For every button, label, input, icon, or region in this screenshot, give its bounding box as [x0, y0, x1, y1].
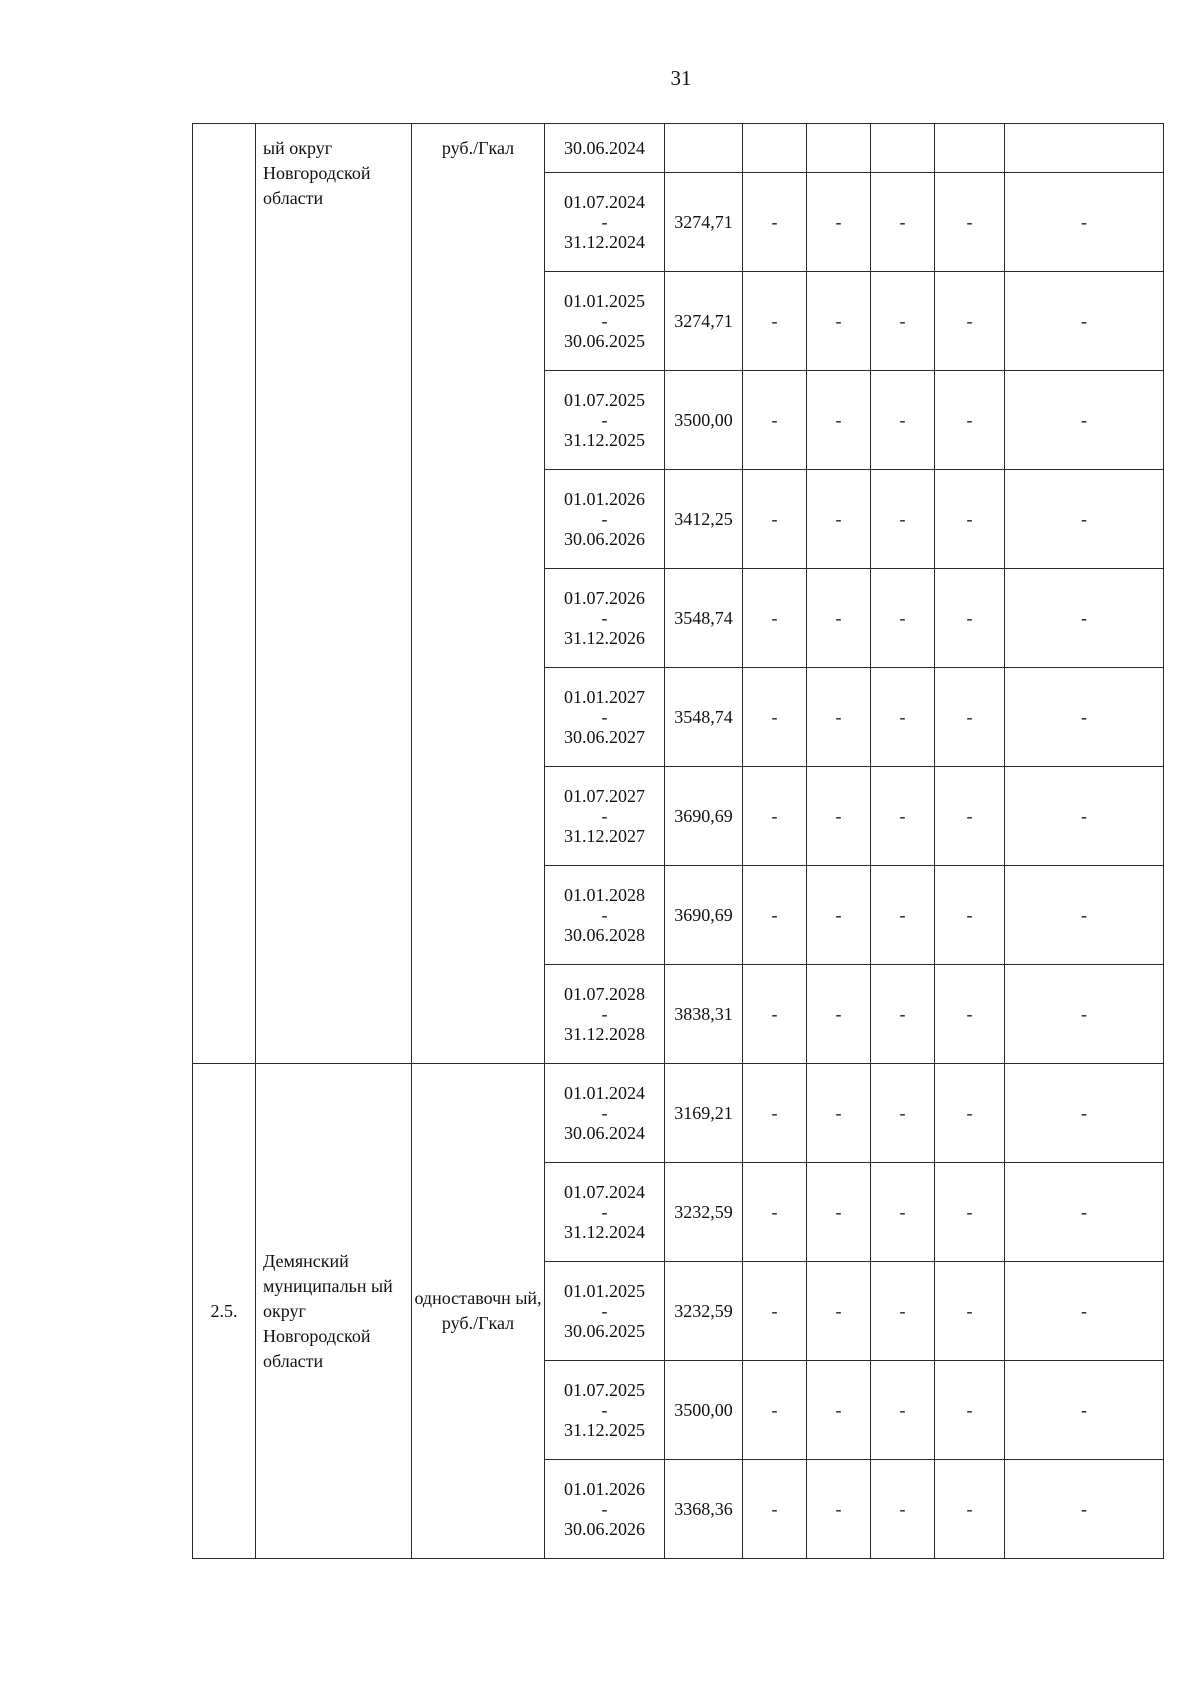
period-end: 30.06.2025: [564, 331, 645, 351]
empty-cell: [807, 124, 871, 173]
tariff-value: 3690,69: [665, 767, 743, 866]
period-separator: -: [601, 311, 608, 331]
dash-cell: -: [743, 668, 807, 767]
dash-cell: -: [1005, 470, 1164, 569]
period-end: 30.06.2028: [564, 925, 645, 945]
dash-cell: -: [935, 668, 1005, 767]
dash-cell: -: [1005, 965, 1164, 1064]
period-end: 30.06.2026: [564, 529, 645, 549]
dash-cell: -: [807, 371, 871, 470]
territory-name: ый округ Новгородской области: [263, 138, 371, 208]
dash-cell: -: [743, 371, 807, 470]
empty-cell: [1005, 124, 1164, 173]
period-end: 31.12.2025: [564, 1420, 645, 1440]
tariff-value: 3548,74: [665, 569, 743, 668]
dash-cell: -: [1005, 668, 1164, 767]
dash-cell: -: [743, 866, 807, 965]
period-start: 01.01.2028: [564, 885, 645, 905]
tariff-value: 3838,31: [665, 965, 743, 1064]
territory-name: Демянский муниципальн ый округ Новгородской области: [263, 1250, 393, 1371]
dash-cell: -: [807, 173, 871, 272]
dash-cell: -: [871, 767, 935, 866]
period-cell: [545, 124, 665, 173]
period-separator: -: [601, 1004, 608, 1024]
period-separator: -: [601, 905, 608, 925]
dash-cell: -: [743, 1262, 807, 1361]
dash-cell: -: [807, 272, 871, 371]
dash-cell: -: [935, 866, 1005, 965]
period-end: 30.06.2026: [564, 1519, 645, 1539]
period-start: 01.07.2024: [564, 192, 645, 212]
unit-label: одноставочн ый, руб./Гкал: [414, 1288, 542, 1333]
period-start: 01.01.2024: [564, 1083, 645, 1103]
dash-cell: -: [743, 173, 807, 272]
dash-cell: -: [1005, 173, 1164, 272]
period-separator: -: [601, 1499, 608, 1519]
period-separator: -: [601, 212, 608, 232]
period-start: 01.07.2027: [564, 786, 645, 806]
period-separator: -: [601, 806, 608, 826]
period-start: 01.07.2024: [564, 1182, 645, 1202]
dash-cell: -: [743, 1361, 807, 1460]
territory-cell: [256, 124, 412, 1064]
period-cell: [545, 767, 665, 866]
dash-cell: -: [871, 569, 935, 668]
tariff-value: 3169,21: [665, 1064, 743, 1163]
dash-cell: -: [935, 470, 1005, 569]
empty-cell: [935, 124, 1005, 173]
unit-label: руб./Гкал: [441, 138, 515, 158]
dash-cell: -: [743, 767, 807, 866]
tariff-table-body: [193, 124, 1164, 1559]
dash-cell: -: [871, 1361, 935, 1460]
tariff-value: 3368,36: [665, 1460, 743, 1559]
dash-cell: -: [871, 866, 935, 965]
dash-cell: -: [871, 173, 935, 272]
dash-cell: -: [807, 1460, 871, 1559]
empty-cell: [871, 124, 935, 173]
period-end: 30.06.2027: [564, 727, 645, 747]
period-end: 31.12.2024: [564, 232, 645, 252]
dash-cell: -: [807, 569, 871, 668]
dash-cell: -: [1005, 1163, 1164, 1262]
territory-cell: [256, 1064, 412, 1559]
dash-cell: -: [1005, 272, 1164, 371]
table-row: [193, 1064, 1164, 1163]
period-start: 01.01.2025: [564, 291, 645, 311]
period-end: 30.06.2025: [564, 1321, 645, 1341]
period-separator: -: [601, 1301, 608, 1321]
dash-cell: -: [871, 1064, 935, 1163]
dash-cell: -: [1005, 866, 1164, 965]
period-end: 31.12.2028: [564, 1024, 645, 1044]
tariff-value: 3232,59: [665, 1163, 743, 1262]
period-cell: [545, 1064, 665, 1163]
period-cell: [545, 470, 665, 569]
period-end: 30.06.2024: [564, 1123, 645, 1143]
dash-cell: -: [743, 1163, 807, 1262]
period-start: 01.01.2026: [564, 489, 645, 509]
unit-cell: [412, 124, 545, 1064]
dash-cell: -: [935, 272, 1005, 371]
dash-cell: -: [935, 173, 1005, 272]
dash-cell: -: [807, 1064, 871, 1163]
dash-cell: -: [807, 767, 871, 866]
period-start: 01.07.2025: [564, 390, 645, 410]
dash-cell: -: [743, 470, 807, 569]
period-cell: [545, 569, 665, 668]
period-start: 01.07.2028: [564, 984, 645, 1004]
period-end: 31.12.2025: [564, 430, 645, 450]
tariff-value: 3690,69: [665, 866, 743, 965]
dash-cell: -: [807, 1262, 871, 1361]
period-end: 31.12.2026: [564, 628, 645, 648]
period-separator: -: [601, 410, 608, 430]
period-end: 31.12.2024: [564, 1222, 645, 1242]
dash-cell: -: [743, 1460, 807, 1559]
tariff-value: 3500,00: [665, 1361, 743, 1460]
dash-cell: -: [935, 371, 1005, 470]
dash-cell: -: [743, 965, 807, 1064]
dash-cell: -: [1005, 1460, 1164, 1559]
tariff-value: 3274,71: [665, 173, 743, 272]
dash-cell: -: [871, 1262, 935, 1361]
tariff-table: [192, 123, 1164, 1559]
period-start: 01.01.2025: [564, 1281, 645, 1301]
period-cell: [545, 1163, 665, 1262]
empty-cell: [743, 124, 807, 173]
dash-cell: -: [1005, 1262, 1164, 1361]
period-separator: -: [601, 509, 608, 529]
period-separator: -: [601, 707, 608, 727]
dash-cell: -: [743, 569, 807, 668]
tariff-value: 3548,74: [665, 668, 743, 767]
period-separator: -: [601, 1400, 608, 1420]
dash-cell: -: [935, 1460, 1005, 1559]
tariff-value: 3274,71: [665, 272, 743, 371]
period-cell: [545, 173, 665, 272]
dash-cell: -: [871, 965, 935, 1064]
dash-cell: -: [871, 1460, 935, 1559]
dash-cell: -: [743, 272, 807, 371]
period-cell: [545, 272, 665, 371]
dash-cell: -: [807, 866, 871, 965]
dash-cell: -: [1005, 1361, 1164, 1460]
period-start: 01.07.2025: [564, 1380, 645, 1400]
period-start: 01.07.2026: [564, 588, 645, 608]
dash-cell: -: [871, 272, 935, 371]
dash-cell: -: [1005, 371, 1164, 470]
period-start: 01.01.2027: [564, 687, 645, 707]
dash-cell: -: [807, 1163, 871, 1262]
period-cell: [545, 1361, 665, 1460]
value-cell: [665, 124, 743, 173]
dash-cell: -: [935, 1262, 1005, 1361]
unit-cell: [412, 1064, 545, 1559]
period-cell: [545, 1460, 665, 1559]
period-cell: [545, 965, 665, 1064]
dash-cell: -: [1005, 569, 1164, 668]
dash-cell: -: [935, 1064, 1005, 1163]
period-cell: [545, 371, 665, 470]
dash-cell: -: [935, 1163, 1005, 1262]
dash-cell: -: [935, 569, 1005, 668]
dash-cell: -: [871, 668, 935, 767]
dash-cell: -: [807, 668, 871, 767]
dash-cell: -: [807, 1361, 871, 1460]
row-number: 2.5.: [210, 1300, 238, 1321]
dash-cell: -: [935, 767, 1005, 866]
dash-cell: -: [1005, 767, 1164, 866]
dash-cell: -: [1005, 1064, 1164, 1163]
dash-cell: -: [935, 965, 1005, 1064]
period-cell: [545, 668, 665, 767]
period-start: 01.01.2026: [564, 1479, 645, 1499]
period-separator: -: [601, 1103, 608, 1123]
period-end: 30.06.2024: [564, 138, 645, 158]
period-cell: [545, 866, 665, 965]
page-number: 31: [670, 66, 692, 90]
dash-cell: -: [743, 1064, 807, 1163]
dash-cell: -: [871, 371, 935, 470]
dash-cell: -: [871, 1163, 935, 1262]
tariff-value: 3500,00: [665, 371, 743, 470]
period-separator: -: [601, 1202, 608, 1222]
dash-cell: -: [935, 1361, 1005, 1460]
period-separator: -: [601, 608, 608, 628]
row-number-cell: [193, 1064, 256, 1559]
dash-cell: -: [807, 470, 871, 569]
tariff-value: 3232,59: [665, 1262, 743, 1361]
table-row: [193, 124, 1164, 173]
row-number-cell: [193, 124, 256, 1064]
tariff-value: 3412,25: [665, 470, 743, 569]
period-cell: [545, 1262, 665, 1361]
dash-cell: -: [871, 470, 935, 569]
period-end: 31.12.2027: [564, 826, 645, 846]
dash-cell: -: [807, 965, 871, 1064]
